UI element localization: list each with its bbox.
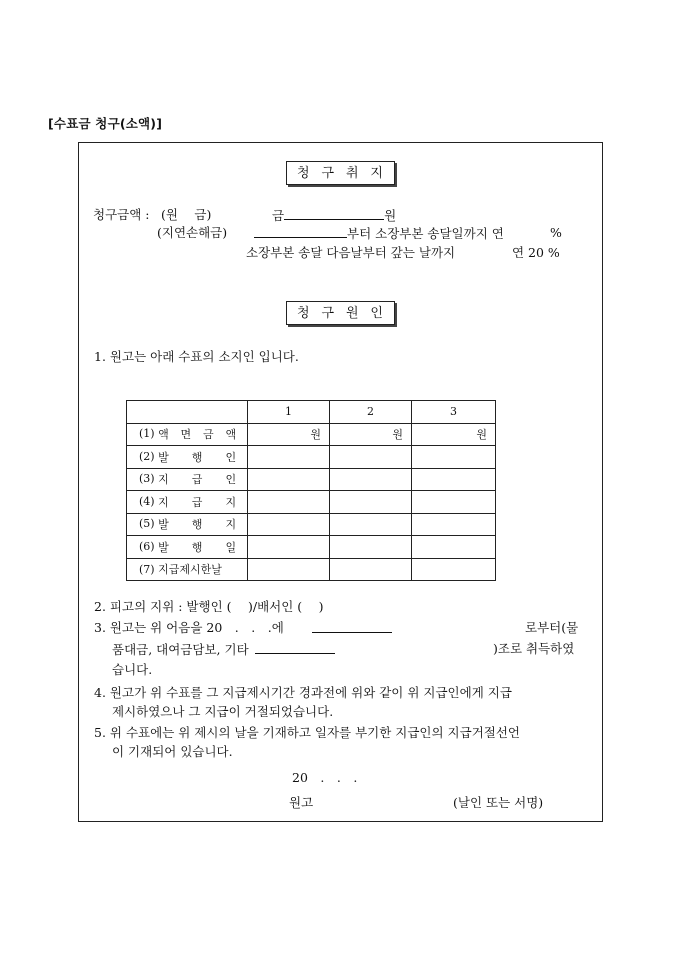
item-2-number: 2. bbox=[94, 599, 106, 614]
row-label-char: 일 bbox=[225, 540, 237, 554]
row-label-text: 지급제시한날 bbox=[158, 563, 222, 577]
table-cell[interactable] bbox=[412, 513, 496, 536]
table-cell[interactable]: 원 bbox=[248, 423, 330, 446]
item-1 bbox=[94, 349, 299, 365]
table-cell[interactable] bbox=[248, 536, 330, 559]
interest-line-1-pct: % bbox=[550, 225, 562, 240]
item-3-line-2 bbox=[112, 641, 335, 658]
table-row bbox=[127, 468, 496, 491]
principal-label: (원 금) bbox=[161, 207, 212, 222]
principal-blank bbox=[284, 207, 384, 220]
row-number: (6) bbox=[139, 539, 155, 553]
row-label-char: 행 bbox=[191, 450, 203, 464]
table-cell[interactable] bbox=[330, 468, 412, 491]
item-3-text-c: 품대금, 대여금담보, 기타 bbox=[112, 642, 249, 657]
table-row bbox=[127, 513, 496, 536]
section-heading-claim-cause bbox=[286, 301, 395, 325]
row-label-char: 액 bbox=[225, 428, 237, 442]
row-label-char: 인 bbox=[225, 450, 237, 464]
item-2 bbox=[94, 599, 324, 615]
row-number: (4) bbox=[139, 494, 155, 508]
row-label-char: 면 bbox=[180, 428, 192, 442]
row-number: (7) bbox=[139, 563, 155, 577]
row-label-char: 액 bbox=[158, 428, 169, 442]
seal-note: (날인 또는 서명) bbox=[453, 795, 544, 810]
table-cell[interactable] bbox=[330, 446, 412, 469]
check-details-table bbox=[126, 400, 496, 581]
principal-suffix: 원 bbox=[384, 208, 397, 223]
row-label-char: 발 bbox=[158, 518, 169, 532]
row-label bbox=[127, 513, 248, 536]
row-label-char: 급 bbox=[191, 473, 203, 487]
item-3-line-3: 습니다. bbox=[112, 662, 153, 677]
table-cell[interactable] bbox=[412, 536, 496, 559]
form-frame bbox=[78, 142, 603, 822]
item-5-line-1 bbox=[94, 725, 520, 741]
plaintiff-label: 원고 bbox=[289, 795, 314, 810]
principal-prefix: 금 bbox=[272, 208, 285, 223]
row-number: (5) bbox=[139, 517, 155, 531]
table-row bbox=[127, 423, 496, 446]
table-header-cell: 2 bbox=[330, 401, 412, 424]
heading-char: 취 bbox=[345, 166, 360, 181]
item-1-number: 1. bbox=[94, 349, 106, 364]
table-cell[interactable] bbox=[248, 468, 330, 491]
item-4-text-1: 원고가 위 수표를 그 지급제시기간 경과전에 위와 같이 위 지급인에게 지급 bbox=[109, 685, 512, 700]
row-label bbox=[127, 536, 248, 559]
table-cell[interactable] bbox=[412, 468, 496, 491]
interest-label: (지연손해금) bbox=[157, 225, 228, 240]
table-cell[interactable] bbox=[248, 558, 330, 581]
table-header-cell: 3 bbox=[412, 401, 496, 424]
row-label-char: 급 bbox=[191, 495, 203, 509]
table-cell[interactable]: 원 bbox=[412, 423, 496, 446]
item-3-text-b: 로부터(물 bbox=[525, 620, 579, 635]
table-cell[interactable] bbox=[330, 558, 412, 581]
item-3-text-a: 원고는 위 어음을 20 . . .에 bbox=[109, 620, 284, 635]
table-cell[interactable] bbox=[330, 536, 412, 559]
principal-field bbox=[272, 207, 396, 224]
heading-char: 지 bbox=[370, 166, 384, 181]
claim-amount-label: 청구금액 : bbox=[93, 207, 150, 222]
heading-char: 인 bbox=[370, 306, 384, 321]
row-label-char: 지 bbox=[225, 495, 237, 509]
table-cell[interactable] bbox=[330, 513, 412, 536]
item-5-text-1: 위 수표에는 위 제시의 날을 기재하고 일자를 부기한 지급인의 지급거절선언 bbox=[109, 725, 521, 740]
table-cell[interactable] bbox=[248, 446, 330, 469]
table-header-cell: 1 bbox=[248, 401, 330, 424]
heading-char: 청 bbox=[297, 166, 311, 181]
row-label-char: 지 bbox=[225, 518, 237, 532]
item-3-blank-1 bbox=[312, 620, 392, 637]
heading-char: 구 bbox=[321, 166, 336, 181]
interest-line-1-text: 부터 소장부본 송달일까지 연 bbox=[347, 226, 504, 241]
row-number: (1) bbox=[139, 427, 155, 441]
item-3-number: 3. bbox=[94, 620, 106, 635]
table-cell[interactable]: 원 bbox=[330, 423, 412, 446]
row-number: (3) bbox=[139, 472, 155, 486]
table-row bbox=[127, 558, 496, 581]
row-label bbox=[127, 446, 248, 469]
item-3-text-d: )조로 취득하였 bbox=[493, 641, 575, 656]
item-4-line-2: 제시하였으나 그 지급이 거절되었습니다. bbox=[112, 704, 334, 719]
item-5-number: 5. bbox=[94, 725, 106, 740]
row-label-char: 행 bbox=[191, 540, 203, 554]
row-label-char: 금 bbox=[203, 428, 214, 442]
row-label bbox=[127, 491, 248, 514]
table-cell[interactable] bbox=[248, 513, 330, 536]
interest-line-2-text: 소장부본 송달 다음날부터 갚는 날까지 bbox=[246, 245, 456, 260]
heading-char: 청 bbox=[297, 306, 311, 321]
table-row bbox=[127, 536, 496, 559]
item-1-text: 원고는 아래 수표의 소지인 입니다. bbox=[109, 349, 299, 364]
interest-line-1 bbox=[254, 225, 504, 242]
item-3-line-1 bbox=[94, 620, 284, 636]
heading-char: 구 bbox=[321, 306, 336, 321]
row-label-char: 지 bbox=[158, 495, 169, 509]
document-title: [수표금 청구(소액)] bbox=[48, 116, 163, 131]
table-cell[interactable] bbox=[412, 558, 496, 581]
row-label-char: 행 bbox=[191, 518, 203, 532]
table-row bbox=[127, 491, 496, 514]
source-blank bbox=[312, 620, 392, 633]
row-label bbox=[127, 558, 248, 581]
table-cell[interactable] bbox=[412, 491, 496, 514]
row-label-char: 발 bbox=[158, 540, 169, 554]
table-header-cell bbox=[127, 401, 248, 424]
item-5-line-2: 이 기재되어 있습니다. bbox=[112, 744, 233, 759]
table-cell[interactable] bbox=[330, 491, 412, 514]
other-reason-blank bbox=[255, 641, 335, 654]
row-number: (2) bbox=[139, 449, 155, 463]
table-cell[interactable] bbox=[412, 446, 496, 469]
item-2-text: 피고의 지위 : 발행인 ( )/배서인 ( ) bbox=[109, 599, 324, 614]
row-label bbox=[127, 423, 248, 446]
table-row bbox=[127, 446, 496, 469]
table-header-row bbox=[127, 401, 496, 424]
row-label-char: 발 bbox=[158, 450, 169, 464]
item-4-number: 4. bbox=[94, 685, 106, 700]
row-label-char: 인 bbox=[225, 473, 237, 487]
row-label-char: 지 bbox=[158, 473, 169, 487]
row-label bbox=[127, 468, 248, 491]
heading-char: 원 bbox=[345, 306, 360, 321]
item-4-line-1 bbox=[94, 685, 512, 701]
table-cell[interactable] bbox=[248, 491, 330, 514]
section-heading-claim-purpose bbox=[286, 161, 395, 185]
date-line: 20 . . . bbox=[292, 770, 358, 785]
interest-start-blank bbox=[254, 225, 347, 238]
interest-line-2-rate: 연 20 % bbox=[512, 245, 560, 260]
